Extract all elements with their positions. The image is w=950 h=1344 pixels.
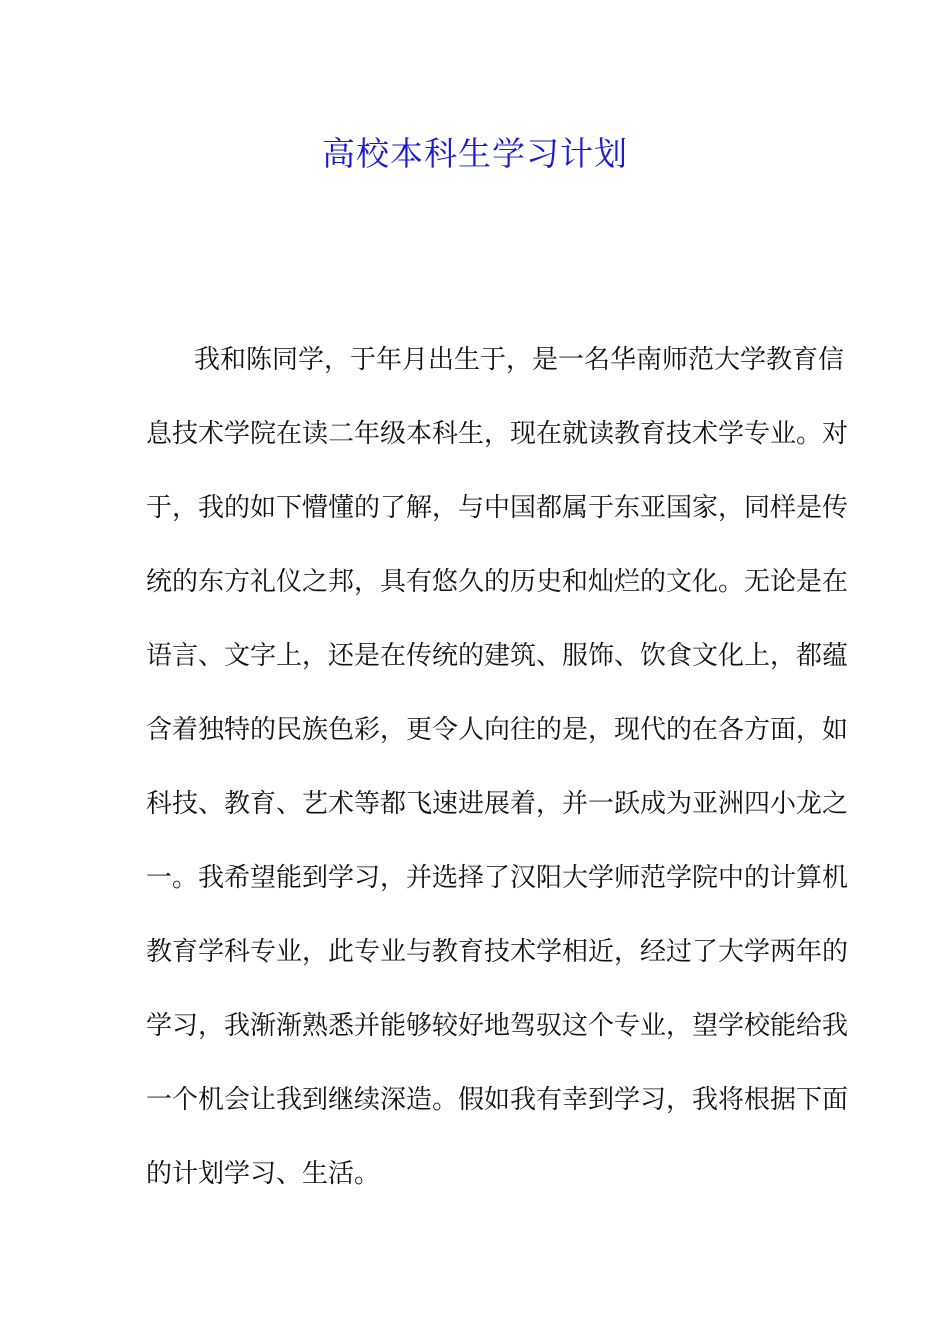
paragraph-line: 我和陈同学，于年月出生于，是一名华南师范大学教育信 xyxy=(194,345,845,375)
paragraph-line: 语言、文字上，还是在传统的建筑、服饰、饮食文化上，都蕴 xyxy=(146,641,849,671)
paragraph-line: 一。我希望能到学习，并选择了汉阳大学师范学院中的计算机 xyxy=(146,863,849,893)
paragraph-line: 统的东方礼仪之邦，具有悠久的历史和灿烂的文化。无论是在 xyxy=(146,567,849,597)
paragraph-line: 于，我的如下懵懂的了解，与中国都属于东亚国家，同样是传 xyxy=(146,493,849,523)
document-title: 高校本科生学习计划 xyxy=(322,134,628,173)
body-paragraph xyxy=(146,336,849,1224)
paragraph-line: 教育学科专业，此专业与教育技术学相近，经过了大学两年的 xyxy=(146,937,849,967)
paragraph-line: 科技、教育、艺术等都飞速进展着，并一跃成为亚洲四小龙之 xyxy=(146,789,849,819)
paragraph-line-last: 的计划学习、生活。 xyxy=(146,1159,381,1189)
paragraph-line: 学习，我渐渐熟悉并能够较好地驾驭这个专业，望学校能给我 xyxy=(146,1011,849,1041)
paragraph-line: 含着独特的民族色彩，更令人向往的是，现代的在各方面，如 xyxy=(146,715,849,745)
paragraph-line: 一个机会让我到继续深造。假如我有幸到学习，我将根据下面 xyxy=(146,1085,849,1115)
paragraph-line: 息技术学院在读二年级本科生，现在就读教育技术学专业。对 xyxy=(146,419,849,449)
